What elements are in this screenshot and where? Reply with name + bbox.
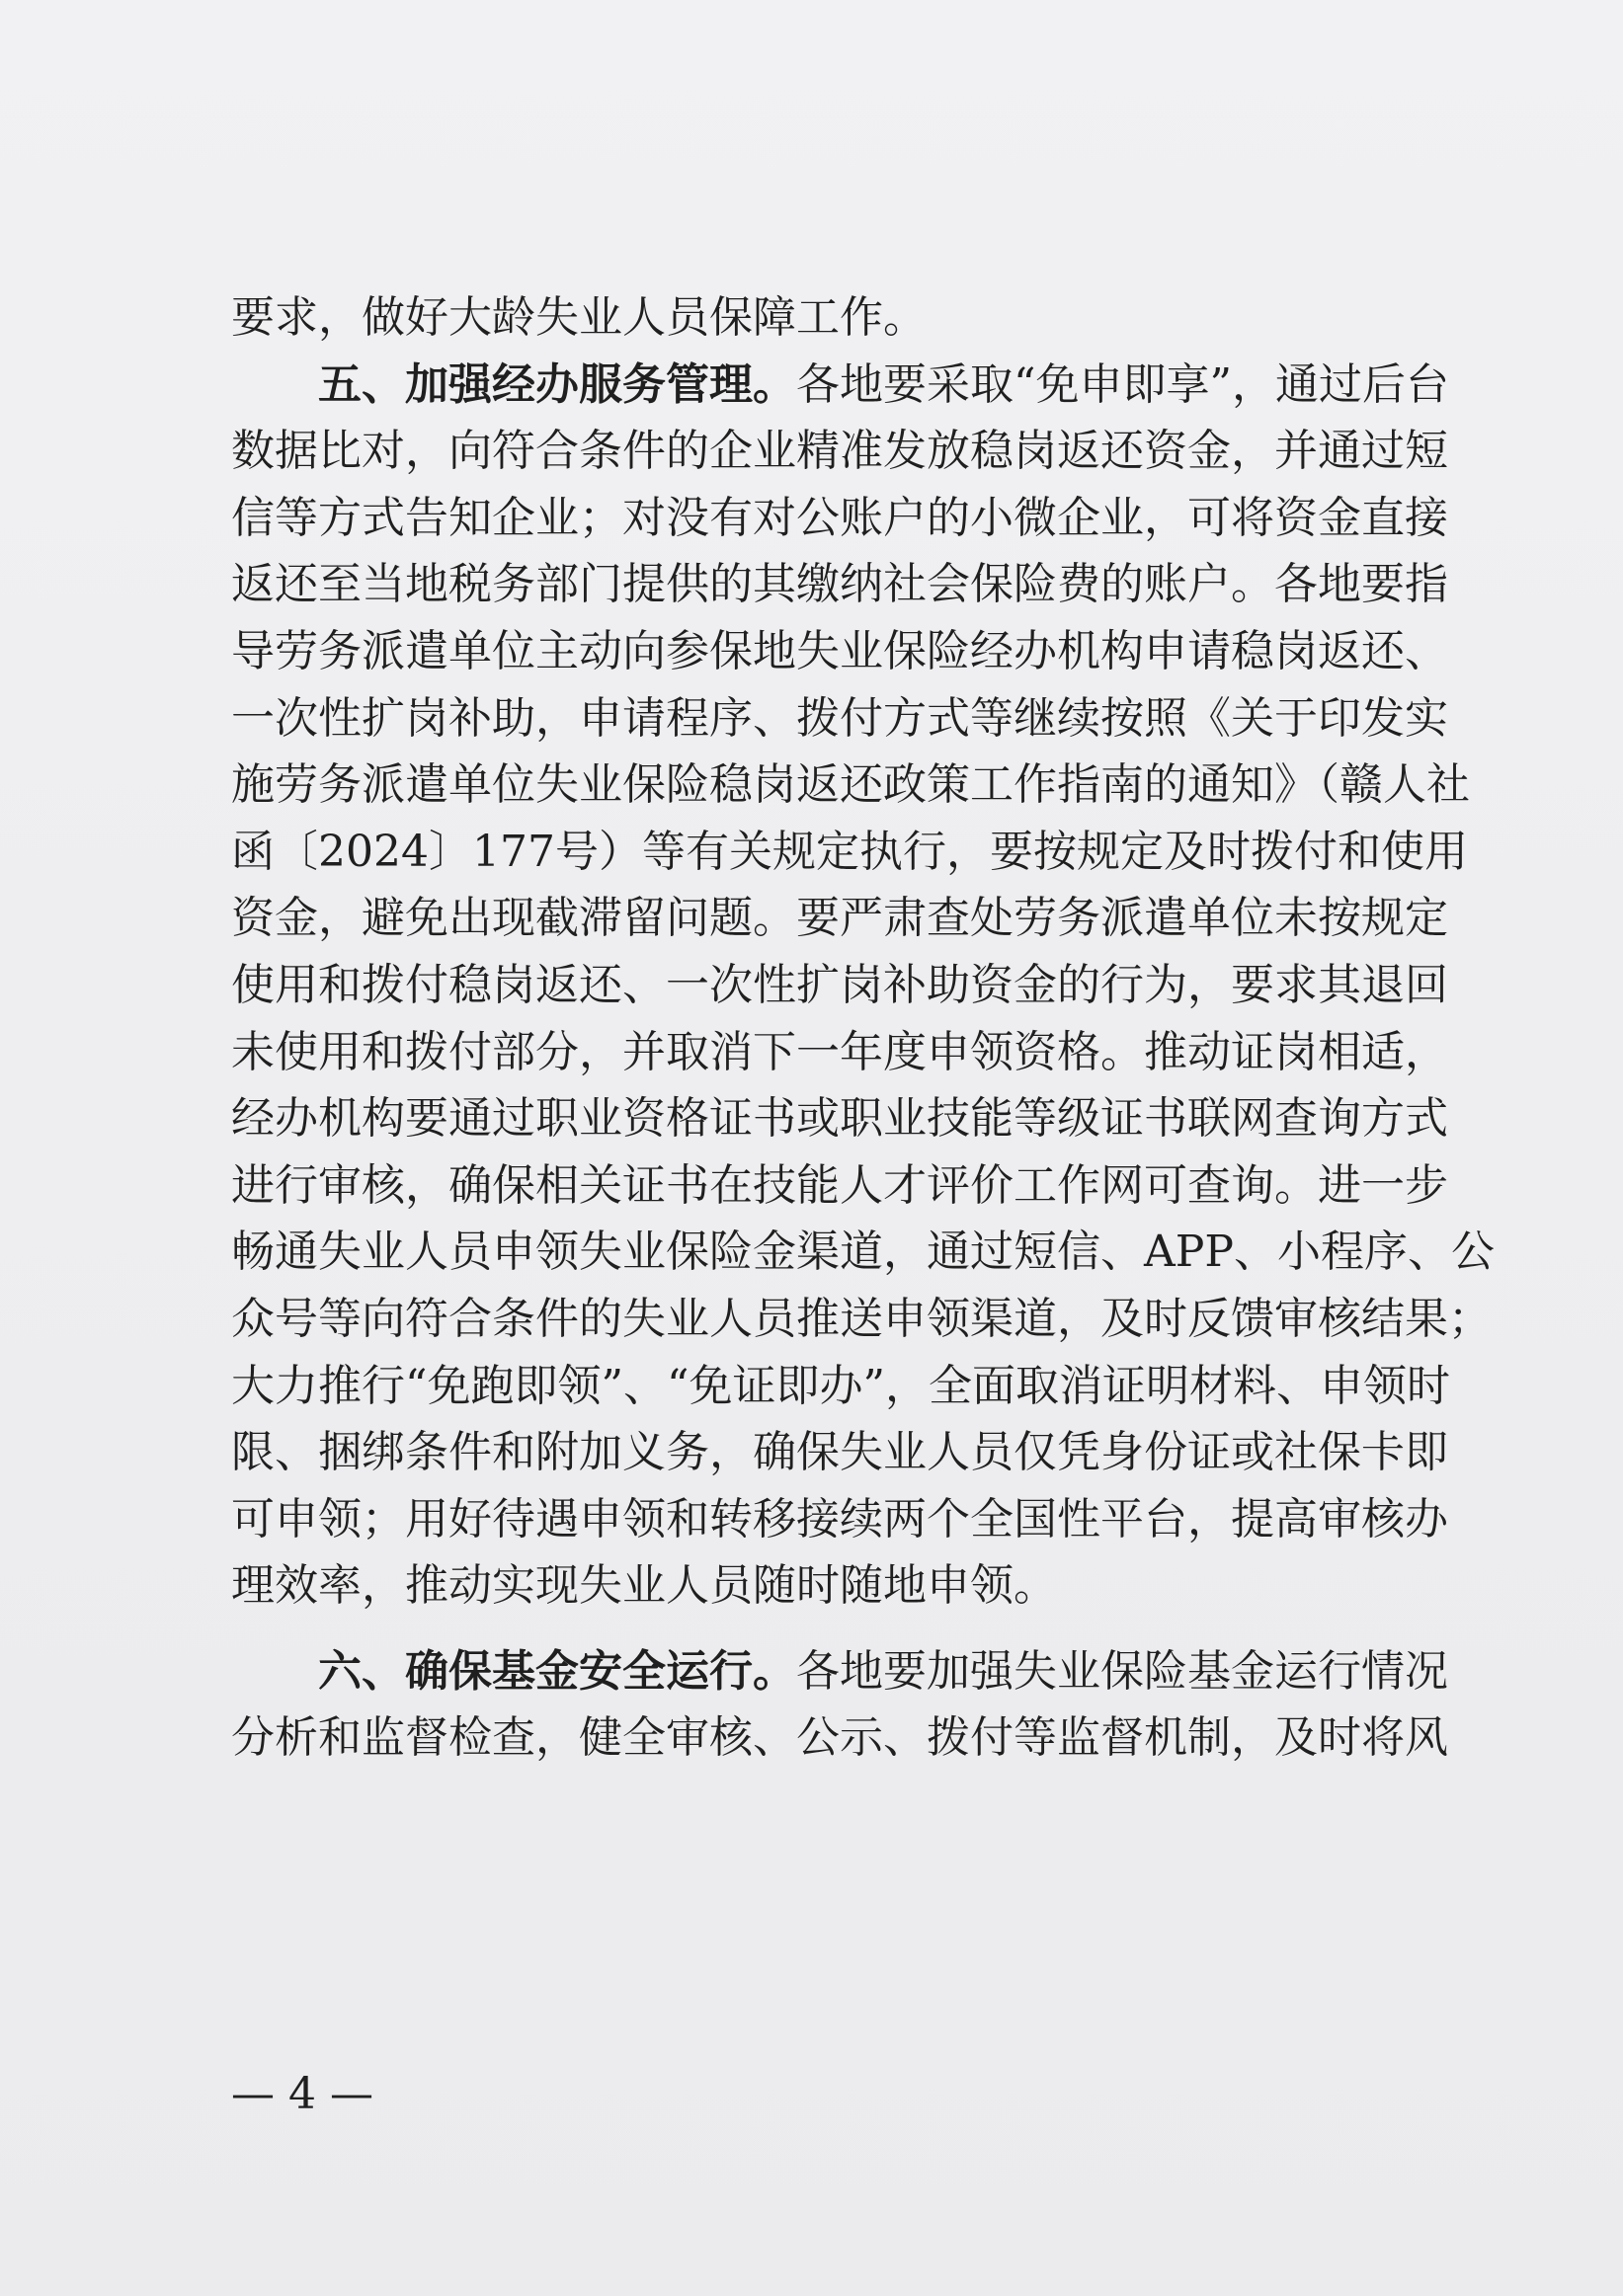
text-line: 施劳务派遣单位失业保险稳岗返还政策工作指南的通知》（赣人社 [231, 759, 1470, 811]
text-line: 资金，避免出现截滞留问题。要严肃查处劳务派遣单位未按规定 [231, 893, 1448, 944]
text-line: 众号等向符合条件的失业人员推送申领渠道，及时反馈审核结果； [231, 1293, 1492, 1344]
text-line: 数据比对，向符合条件的企业精准发放稳岗返还资金，并通过短 [231, 426, 1448, 477]
text-line: 分析和监督检查，健全审核、公示、拨付等监督机制，及时将风 [231, 1712, 1448, 1764]
text-line: 信等方式告知企业；对没有对公账户的小微企业，可将资金直接 [231, 492, 1448, 543]
text-line: 一次性扩岗补助，申请程序、拨付方式等继续按照《关于印发实 [231, 692, 1448, 744]
text-line: 要求，做好大龄失业人员保障工作。 [231, 292, 927, 343]
section-six-paragraph-start [231, 1638, 1448, 1705]
text-line: 导劳务派遣单位主动向参保地失业保险经办机构申请稳岗返还、 [231, 625, 1448, 676]
document-body [231, 284, 1495, 1772]
section-heading: 六、确保基金安全运行。 [318, 1645, 796, 1697]
text-line: 函〔2024〕177号）等有关规定执行，要按规定及时拨付和使用 [231, 826, 1468, 877]
text-line: 进行审核，确保相关证书在技能人才评价工作网可查询。进一步 [231, 1159, 1448, 1211]
text-line: 经办机构要通过职业资格证书或职业技能等级证书联网查询方式 [231, 1093, 1448, 1145]
text-line: 畅通失业人员申领失业保险金渠道，通过短信、APP、小程序、公 [231, 1227, 1495, 1278]
text-line: 可申领；用好待遇申领和转移接续两个全国性平台，提高审核办 [231, 1493, 1448, 1544]
text-line: 理效率，推动实现失业人员随时随地申领。 [231, 1560, 1057, 1612]
section-heading: 五、加强经办服务管理。 [318, 358, 796, 410]
text-run: 各地要采取“免申即享”，通过后台 [796, 358, 1449, 410]
page-number: — 4 — [231, 2069, 373, 2119]
text-line: 大力推行“免跑即领”、“免证即办”，全面取消证明材料、申领时 [231, 1360, 1450, 1411]
text-line: 未使用和拨付部分，并取消下一年度申领资格。推动证岗相适， [231, 1026, 1448, 1077]
text-run: 各地要加强失业保险基金运行情况 [796, 1645, 1448, 1697]
section-five-paragraph-start [231, 352, 1449, 419]
text-line: 限、捆绑条件和附加义务，确保失业人员仅凭身份证或社保卡即 [231, 1427, 1448, 1478]
text-line: 返还至当地税务部门提供的其缴纳社会保险费的账户。各地要指 [231, 559, 1448, 610]
text-line: 使用和拨付稳岗返还、一次性扩岗补助资金的行为，要求其退回 [231, 959, 1448, 1010]
